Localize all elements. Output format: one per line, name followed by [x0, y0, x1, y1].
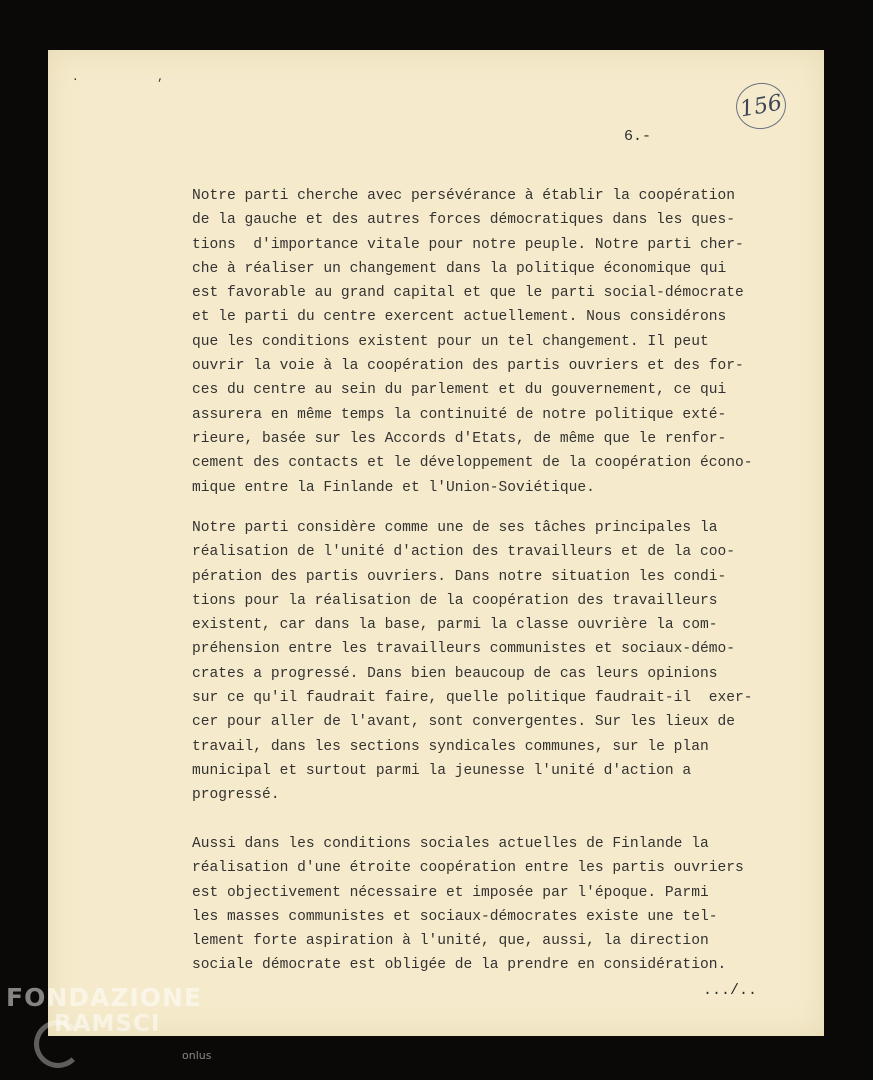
watermark-suffix: onlus: [182, 1049, 212, 1062]
page-number: 6.-: [624, 128, 652, 145]
paragraph-3: Aussi dans les conditions sociales actuelles de Finlande la réalisation d'une étroite coopération entre les partis ouvriers est objectivement nécessaire et imposée par l'époque. Parmi les masses communistes et sociaux-démocrates existe une tel- lement forte aspiration à l'unité, que, aussi, la direction sociale démocrate est obligée de la prendre en considération.: [192, 836, 744, 974]
paragraph-2: Notre parti considère comme une de ses tâches principales la réalisation de l'unité d'action des travailleurs et de la coo- pération des partis ouvriers. Dans notre situation les condi- tions pour la réalisation de la coopération des travailleurs existent, car dans la base, parmi la classe ouvrière la com- préhension entre les travailleurs communistes et sociaux-démo- crates a progressé. Dans bien beaucoup de cas leurs opinions sur ce qu'il faudrait faire, quelle politique faudrait-il exer- cer pour aller de l'avant, sont convergentes. Sur les lieux de travail, dans les sections syndicales communes, sur le plan municipal et surtout parmi la jeunesse l'unité d'action a progressé.: [192, 520, 753, 804]
document-page: [48, 50, 824, 1036]
watermark-line2: RAMSCI: [54, 1011, 161, 1037]
page-stamp: 156: [732, 79, 789, 133]
archive-marks: . ,: [72, 72, 200, 84]
paragraph-1: Notre parti cherche avec persévérance à établir la coopération de la gauche et des autres forces démocratiques dans les ques- tions d'importance vitale pour notre peuple. Notre parti cher- che à réaliser un changement dans la politique économique qui est favorable au grand capital et que le parti social-démocrate et le parti du centre exercent actuellement. Nous considérons que les conditions existent pour un tel changement. Il peut ouvrir la voie à la coopération des partis ouvriers et des for- ces du centre au sein du parlement et du gouvernement, ce qui assurera en même temps la continuité de notre politique exté- rieure, basée sur les Accords d'Etats, de même que le renfor- cement des contacts et le développement de la coopération écono- mique entre la Finlande et l'Union-Soviétique.: [192, 188, 753, 496]
continuation-mark: .../..: [703, 982, 758, 999]
watermark-line1: FONDAZIONE: [6, 983, 203, 1012]
watermark-logo: [6, 983, 212, 1062]
